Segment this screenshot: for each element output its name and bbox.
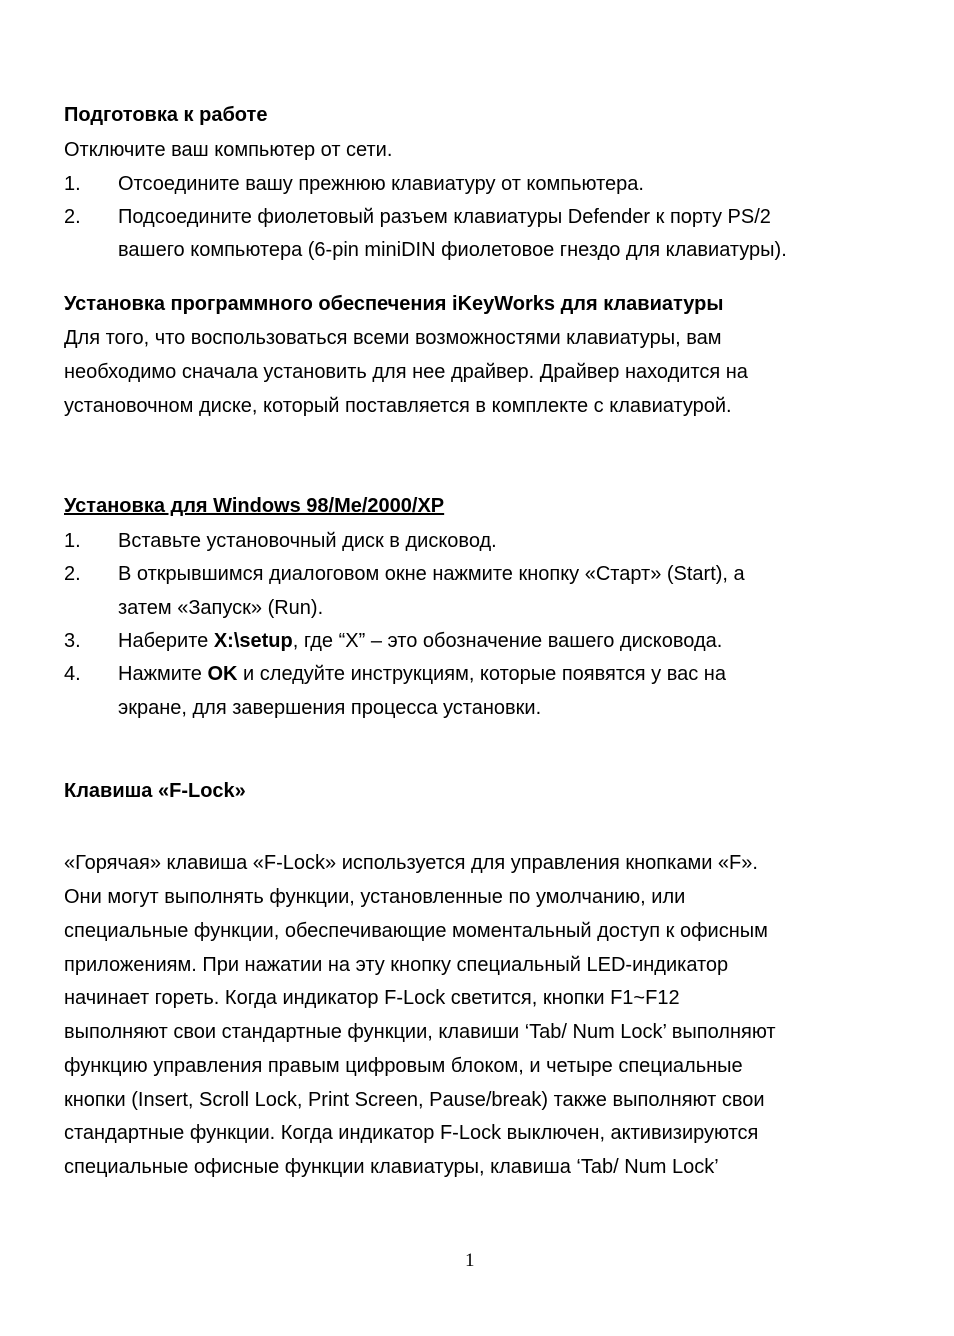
list-text: Вставьте установочный диск в дисковод. xyxy=(118,530,497,552)
list-number: 1. xyxy=(64,530,81,552)
list-text-pre: Нажмите xyxy=(118,663,208,685)
paragraph-line: «Горячая» клавиша «F-Lock» используется для управления кнопками «F». xyxy=(64,852,758,874)
paragraph-line: необходимо сначала установить для нее драйвер. Драйвер находится на xyxy=(64,361,748,383)
ok-text: OK xyxy=(207,663,238,685)
section-heading-f-lock: Клавиша «F-Lock» xyxy=(64,780,246,802)
list-number: 2. xyxy=(64,206,81,228)
section-heading-windows-install: Установка для Windows 98/Me/2000/XP xyxy=(64,495,445,517)
paragraph-line: специальные функции, обеспечивающие моментальный доступ к офисным xyxy=(64,920,768,942)
list-text: Подсоедините фиолетовый разъем клавиатуры Defender к порту PS/2 xyxy=(118,206,771,228)
list-text-pre: Наберите xyxy=(118,630,214,652)
list-text-continued: вашего компьютера (6-pin miniDIN фиолетовое гнездо для клавиатуры). xyxy=(118,239,787,261)
list-number: 3. xyxy=(64,630,81,652)
paragraph-line: выполняют свои стандартные функции, клавиши ‘Tab/ Num Lock’ выполняют xyxy=(64,1021,776,1043)
list-number: 1. xyxy=(64,173,81,195)
section-heading-software: Установка программного обеспечения iKeyWorks для клавиатуры xyxy=(64,293,724,315)
list-text: Отсоедините вашу прежнюю клавиатуру от компьютера. xyxy=(118,173,644,195)
paragraph-line: кнопки (Insert, Scroll Lock, Print Screen, Pause/break) также выполняют свои xyxy=(64,1089,765,1111)
paragraph-line: специальные офисные функции клавиатуры, клавиша ‘Tab/ Num Lock’ xyxy=(64,1156,719,1178)
list-number: 4. xyxy=(64,663,81,685)
list-text xyxy=(118,629,722,653)
list-text-continued: затем «Запуск» (Run). xyxy=(118,597,324,619)
list-text: В открывшимся диалоговом окне нажмите кнопку «Старт» (Start), а xyxy=(118,563,745,585)
paragraph-line: начинает гореть. Когда индикатор F-Lock светится, кнопки F1~F12 xyxy=(64,987,680,1009)
list-text-post: , где “X” – это обозначение вашего дисковода. xyxy=(292,630,723,652)
paragraph-line: установочном диске, который поставляется в комплекте с клавиатурой. xyxy=(64,395,732,417)
paragraph-line: Для того, что воспользоваться всеми возможностями клавиатуры, вам xyxy=(64,327,722,349)
paragraph-line: стандартные функции. Когда индикатор F-Lock выключен, активизируются xyxy=(64,1122,759,1144)
page-number: 1 xyxy=(465,1250,475,1271)
paragraph-line: функцию управления правым цифровым блоком, и четыре специальные xyxy=(64,1055,743,1077)
list-text-continued: экране, для завершения процесса установки. xyxy=(118,697,542,719)
section-heading-preparation: Подготовка к работе xyxy=(64,104,268,126)
command-text: X:\setup xyxy=(213,630,293,652)
list-number: 2. xyxy=(64,563,81,585)
paragraph-line: Они могут выполнять функции, установленные по умолчанию, или xyxy=(64,886,686,908)
list-text-post: и следуйте инструкциям, которые появятся у вас на xyxy=(237,663,726,685)
list-text xyxy=(118,662,726,686)
paragraph-line: приложениям. При нажатии на эту кнопку специальный LED-индикатор xyxy=(64,954,729,976)
paragraph-disconnect: Отключите ваш компьютер от сети. xyxy=(64,139,393,161)
